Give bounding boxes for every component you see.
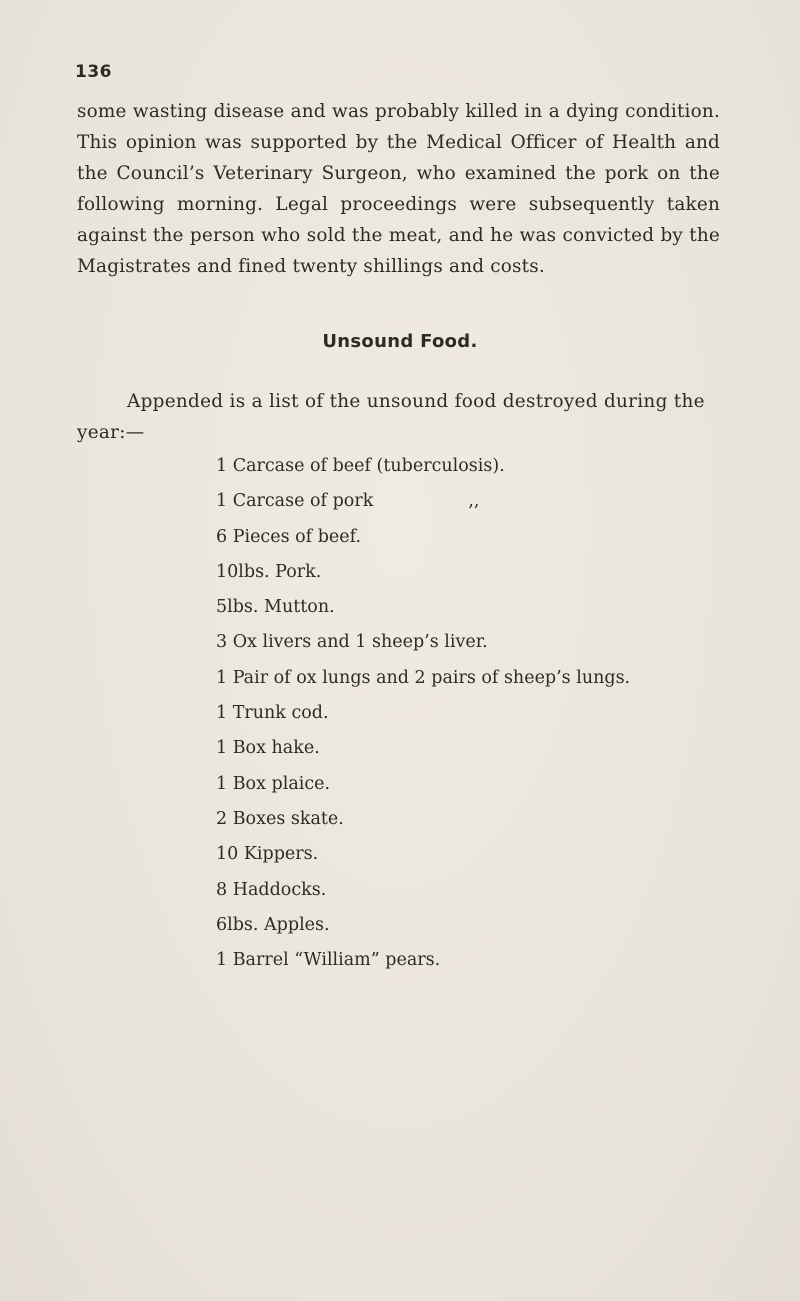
- list-item: [216, 558, 630, 593]
- list-item: [216, 699, 630, 734]
- list-item-text: 1 Box plaice.: [216, 773, 331, 794]
- list-item-text: 1 Carcase of pork: [216, 491, 374, 512]
- intro-paragraph: Appended is a list of the unsound food destroyed during the year:—: [77, 391, 705, 443]
- list-item-text: 2 Boxes skate.: [216, 808, 344, 829]
- list-item: [216, 876, 630, 911]
- list-item: [216, 452, 630, 487]
- list-item-text: 1 Pair of ox lungs and 2 pairs of sheep’s lungs.: [216, 667, 631, 688]
- list-item-text: 3 Ox livers and 1 sheep’s liver.: [216, 632, 488, 653]
- list-item: [216, 946, 630, 981]
- list-item-text: 10 Kippers.: [216, 844, 319, 865]
- list-item-text: 1 Box hake.: [216, 738, 320, 759]
- list-item: [216, 523, 630, 558]
- list-item: [216, 805, 630, 840]
- list-item-text: 1 Barrel “William” pears.: [216, 950, 441, 971]
- list-item-text: 8 Haddocks.: [216, 879, 327, 900]
- list-item: [216, 487, 630, 522]
- unsound-food-list: [216, 452, 630, 981]
- ditto-mark: ,,: [468, 491, 480, 512]
- list-item-text: 1 Carcase of beef (tuberculosis).: [216, 456, 505, 476]
- list-item-text: 5lbs. Mutton.: [216, 597, 335, 618]
- list-item-text: 10lbs. Pork.: [216, 561, 322, 582]
- body-paragraph: some wasting disease and was probably killed in a dying condition. This opinion was supported by the Medical Officer of Health and the Council’s Veterinary Surgeon, who examined the pork on the following morning. Legal proceedings were subsequently taken against the person who sold the meat, and he was convicted by the Magistrates and fined twenty shillings and costs.: [77, 101, 720, 277]
- list-item: [216, 840, 630, 875]
- list-item-text: 1 Trunk cod.: [216, 703, 329, 724]
- list-item: [216, 911, 630, 946]
- section-heading: Unsound Food.: [322, 331, 478, 352]
- list-item: [216, 770, 630, 805]
- list-item: [216, 593, 630, 628]
- list-item-text: 6 Pieces of beef.: [216, 526, 362, 547]
- page-number: 136: [75, 62, 112, 82]
- list-item: [216, 628, 630, 663]
- list-item: [216, 734, 630, 769]
- list-item: [216, 664, 630, 699]
- list-item-text: 6lbs. Apples.: [216, 914, 330, 935]
